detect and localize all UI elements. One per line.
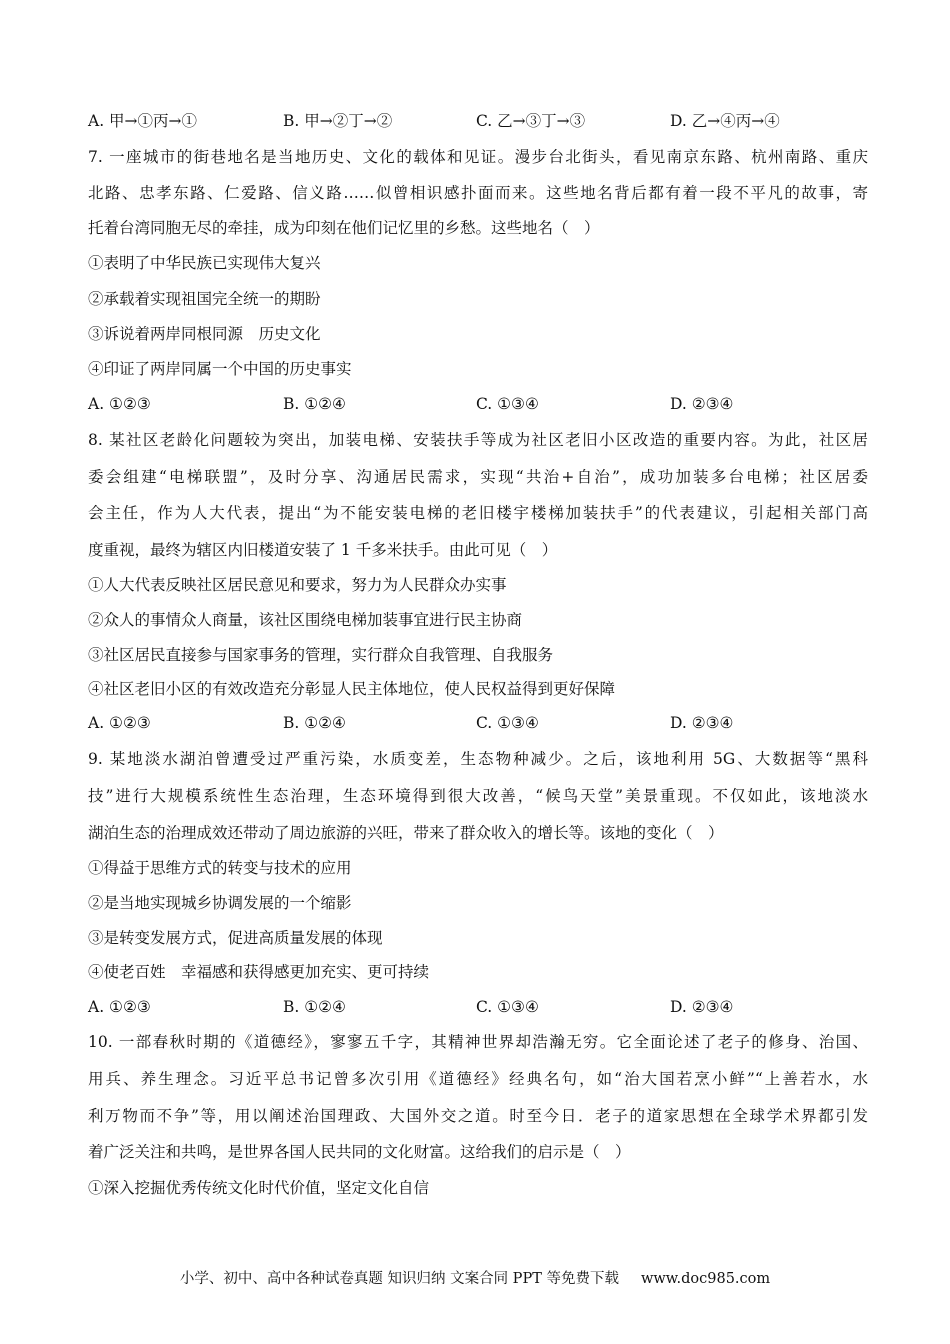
q7-option-b: B. ①②④	[283, 395, 346, 413]
footer-link[interactable]: www.doc985.com	[640, 1271, 771, 1287]
q8-item: ②众人的事情众人商量，该社区围绕电梯加装事宜进行民主协商	[88, 611, 523, 629]
q10-item: ①深入挖掘优秀传统文化时代价值，坚定文化自信	[88, 1179, 430, 1197]
q8-option-b: B. ①②④	[283, 714, 346, 732]
q7-item: ②承载着实现祖国完全统一的期盼	[88, 290, 321, 308]
q9-item: ①得益于思维方式的转变与技术的应用	[88, 859, 352, 877]
q8-item: ③社区居民直接参与国家事务的管理，实行群众自我管理、自我服务	[88, 646, 554, 664]
q9-option-a: A. ①②③	[88, 998, 151, 1016]
q9-option-c: C. ①③④	[476, 998, 539, 1016]
q10-stem-line: 利万物而不争”等，用以阐述治国理政、大国外交之道。时至今日．老子的道家思想在全球学术界都引发	[88, 1107, 868, 1125]
q6-option-d: D. 乙→④丙→④	[670, 112, 780, 130]
q7-stem-line: 7. 一座城市的街巷地名是当地历史、文化的载体和见证。漫步台北街头，看见南京东路、杭州南路、重庆	[88, 148, 868, 166]
q9-stem-line: 湖泊生态的治理成效还带动了周边旅游的兴旺，带来了群众收入的增长等。该地的变化（ ）	[88, 824, 724, 842]
q7-option-c: C. ①③④	[476, 395, 539, 413]
q6-option-c: C. 乙→③丁→③	[476, 112, 586, 130]
q9-stem-line: 9. 某地淡水湖泊曾遭受过严重污染，水质变差，生态物种减少。之后，该地利用 5G、大数据等“黑科	[88, 750, 868, 768]
q10-stem-line: 用兵、养生理念。习近平总书记曾多次引用《道德经》经典名句，如“治大国若烹小鲜”“上善若水，水	[88, 1070, 868, 1088]
q7-options	[88, 393, 868, 415]
q8-option-c: C. ①③④	[476, 714, 539, 732]
q7-option-a: A. ①②③	[88, 395, 151, 413]
q8-stem-line: 委会组建“电梯联盟”，及时分享、沟通居民需求，实现“共治+自治”，成功加装多台电梯；社区居委	[88, 468, 868, 486]
q8-item: ①人大代表反映社区居民意见和要求，努力为人民群众办实事	[88, 576, 507, 594]
q7-option-d: D. ②③④	[670, 395, 734, 413]
q10-stem-line: 着广泛关注和共鸣，是世界各国人民共同的文化财富。这给我们的启示是（ ）	[88, 1143, 631, 1161]
q8-stem-line: 会主任，作为人大代表，提出“为不能安装电梯的老旧楼宇楼梯加装扶手”的代表建议，引起相关部门高	[88, 504, 868, 522]
q8-option-a: A. ①②③	[88, 714, 151, 732]
q6-option-a: A. 甲→①丙→①	[88, 112, 198, 130]
q7-item: ①表明了中华民族已实现伟大复兴	[88, 254, 321, 272]
q8-option-d: D. ②③④	[670, 714, 734, 732]
q9-option-d: D. ②③④	[670, 998, 734, 1016]
q9-item: ④使老百姓 幸福感和获得感更加充实、更可持续	[88, 963, 430, 981]
q9-option-b: B. ①②④	[283, 998, 346, 1016]
q7-stem-line: 托着台湾同胞无尽的牵挂，成为印刻在他们记忆里的乡愁。这些地名（ ）	[88, 219, 600, 237]
q9-stem-line: 技”进行大规模系统性生态治理，生态环境得到很大改善，“候鸟天堂”美景重现。不仅如此，该地淡水	[88, 787, 868, 805]
q9-item: ③是转变发展方式，促进高质量发展的体现	[88, 929, 383, 947]
q8-stem-line: 8. 某社区老龄化问题较为突出，加装电梯、安装扶手等成为社区老旧小区改造的重要内容。为此，社区居	[88, 431, 868, 449]
q8-stem-line: 度重视，最终为辖区内旧楼道安装了 1 千多米扶手。由此可见（ ）	[88, 541, 558, 559]
q8-options	[88, 712, 868, 734]
q9-item: ②是当地实现城乡协调发展的一个缩影	[88, 894, 352, 912]
q7-stem-line: 北路、忠孝东路、仁爱路、信义路……似曾相识感扑面而来。这些地名背后都有着一段不平凡的故事，寄	[88, 184, 868, 202]
page-footer	[0, 1268, 950, 1290]
q9-options	[88, 996, 868, 1018]
q7-item: ③诉说着两岸同根同源 历史文化	[88, 325, 321, 343]
footer-text: 小学、初中、高中各种试卷真题 知识归纳 文案合同 PPT 等免费下载	[179, 1271, 619, 1287]
q6-options	[88, 110, 868, 132]
q8-item: ④社区老旧小区的有效改造充分彰显人民主体地位，使人民权益得到更好保障	[88, 680, 616, 698]
q6-option-b: B. 甲→②丁→②	[283, 112, 393, 130]
q10-stem-line: 10. 一部春秋时期的《道德经》，寥寥五千字，其精神世界却浩瀚无穷。它全面论述了老子的修身、治国、	[88, 1033, 868, 1051]
q7-item: ④印证了两岸同属一个中国的历史事实	[88, 360, 352, 378]
